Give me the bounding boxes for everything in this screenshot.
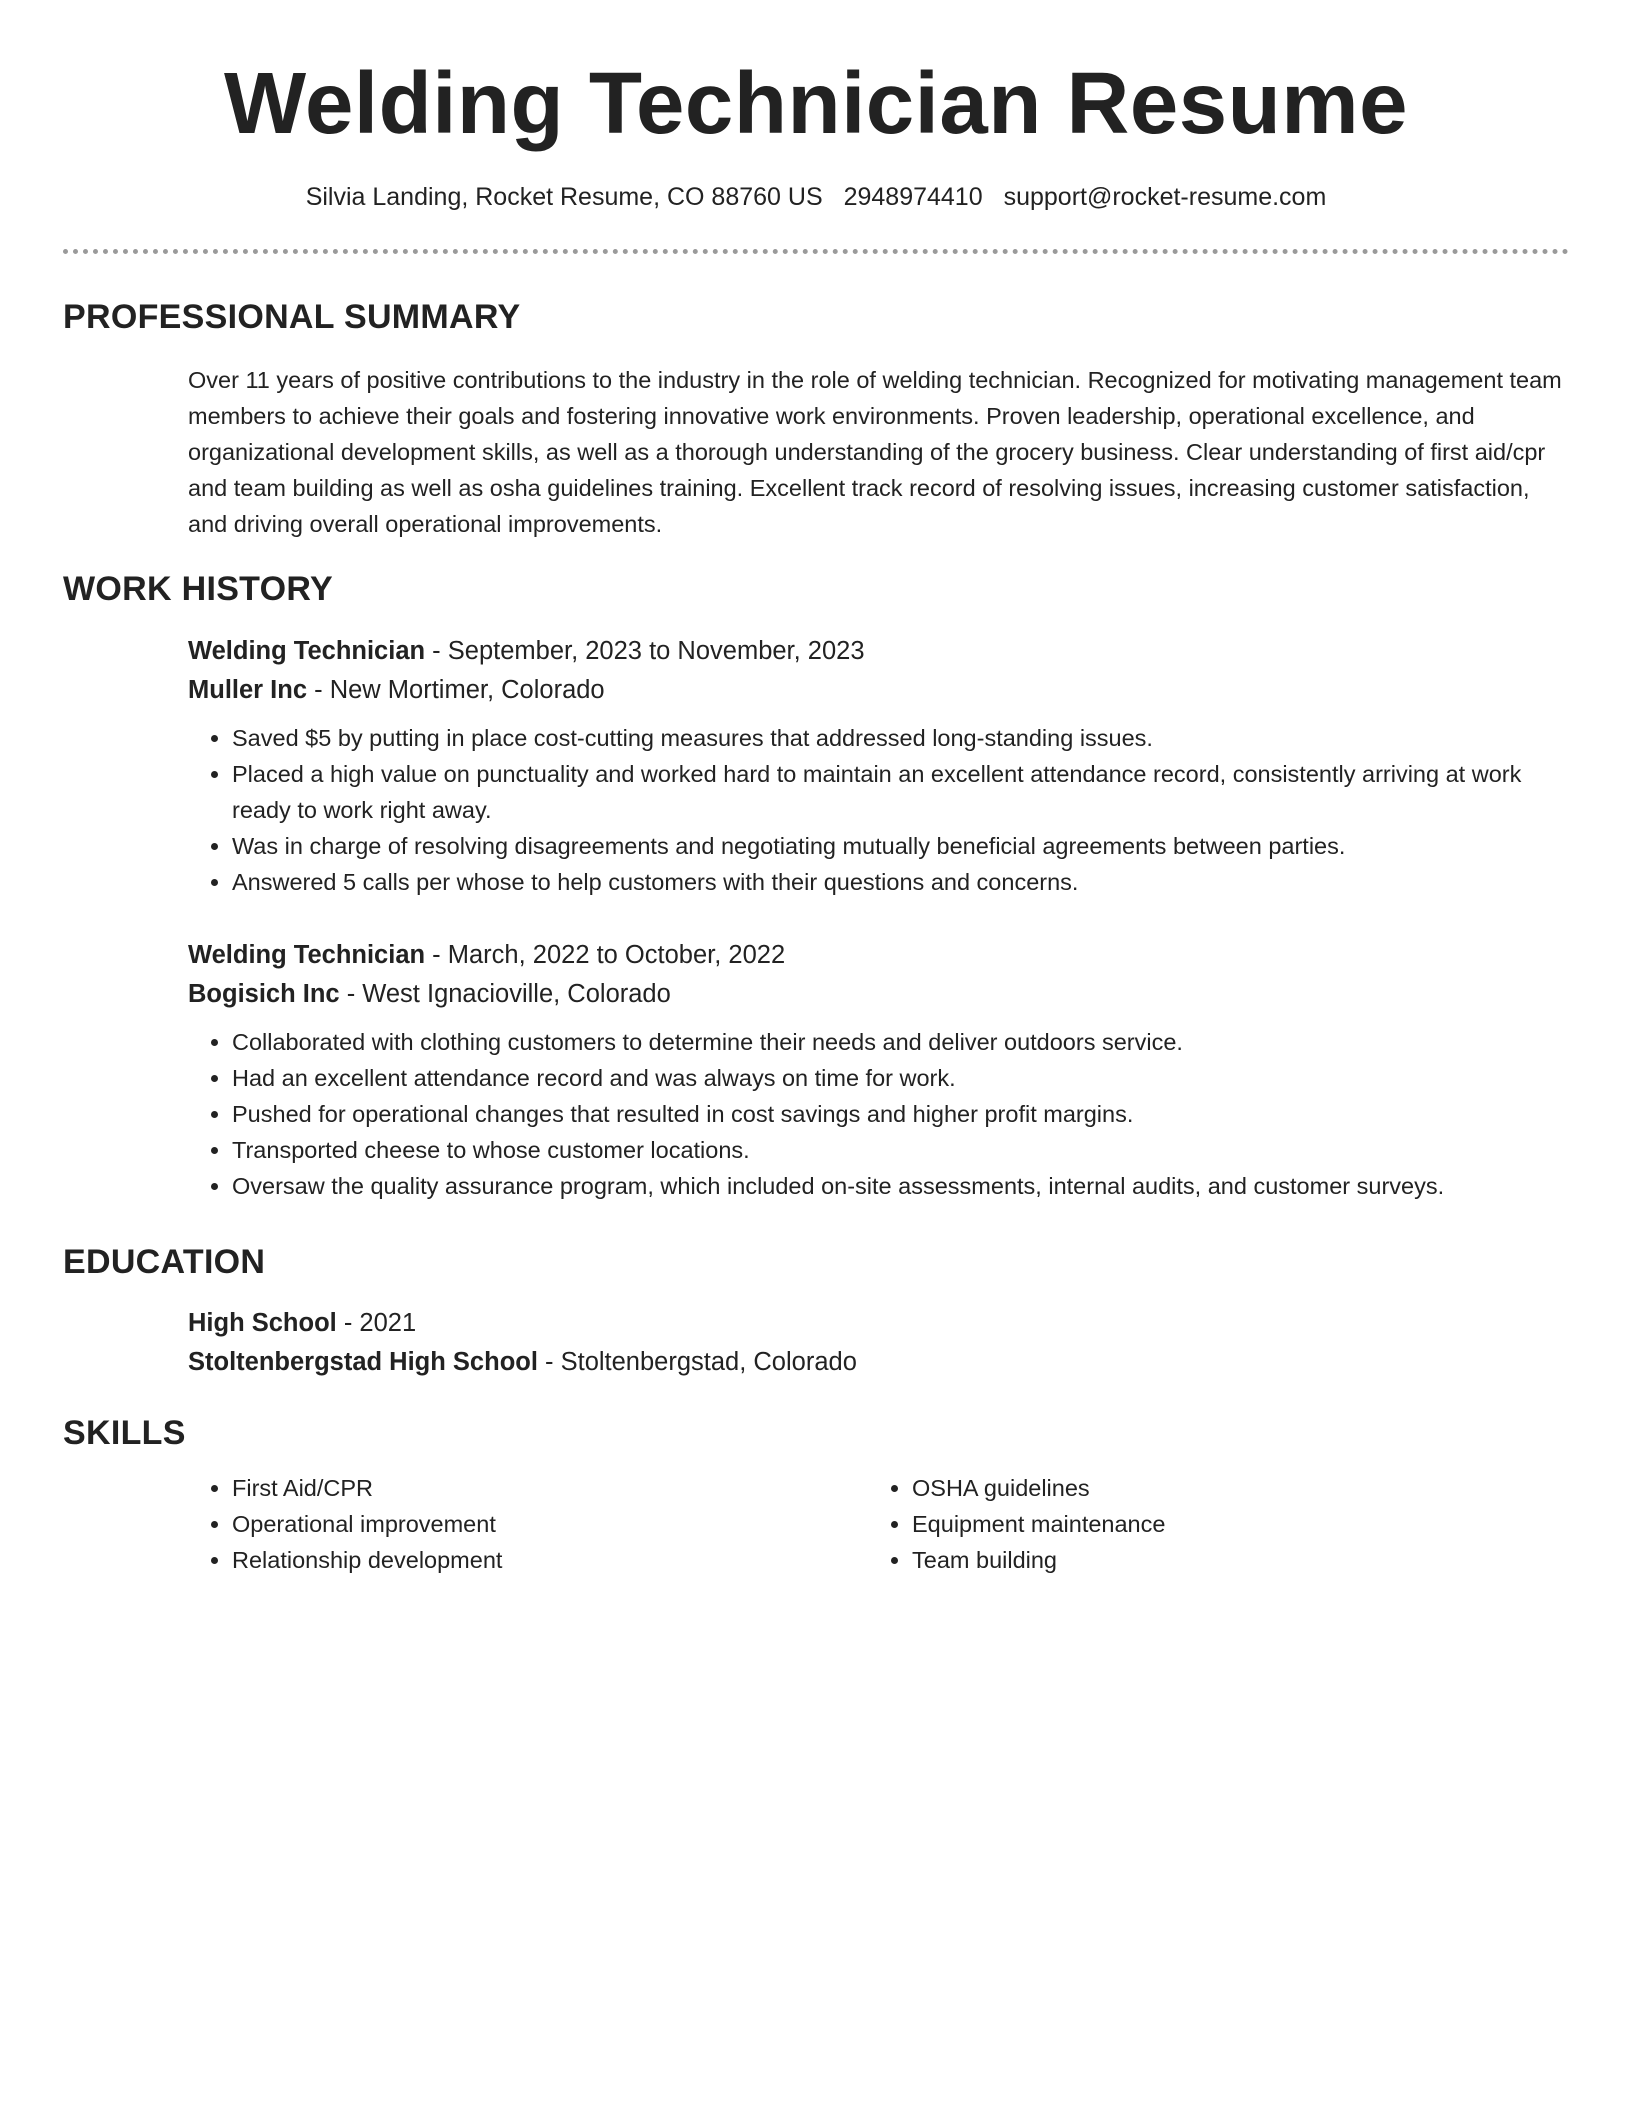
job-bullets	[188, 720, 1569, 900]
job-title: Welding Technician	[188, 637, 426, 665]
job-bullet: • Collaborated with clothing customers to determine their needs and deliver outdoors service.	[232, 1024, 1569, 1060]
job-bullet: • Was in charge of resolving disagreements and negotiating mutually beneficial agreements between parties.	[232, 828, 1569, 864]
skill-item: • Equipment maintenance	[912, 1506, 1548, 1542]
education-school-line	[188, 1343, 1569, 1382]
job-location: - New Mortimer, Colorado	[307, 676, 605, 704]
skill-item: • OSHA guidelines	[912, 1470, 1548, 1506]
skill-item: • Operational improvement	[232, 1506, 868, 1542]
job-bullet: • Answered 5 calls per whose to help customers with their questions and concerns.	[232, 864, 1569, 900]
job-entry	[188, 936, 1569, 1204]
skill-item: • Team building	[912, 1542, 1548, 1578]
resume-title: Welding Technician Resume	[223, 55, 1409, 152]
job-company: Muller Inc	[188, 676, 308, 704]
skills-column-left	[188, 1470, 868, 1578]
skills-column-right	[868, 1470, 1548, 1578]
education-school: Stoltenbergstad High School	[188, 1348, 538, 1376]
work-history-heading: WORK HISTORY	[63, 570, 333, 608]
education-degree: High School	[188, 1309, 337, 1337]
job-bullets	[188, 1024, 1569, 1204]
skills-list	[188, 1470, 1569, 1578]
job-bullet: • Saved $5 by putting in place cost-cutting measures that addressed long-standing issues.	[232, 720, 1569, 756]
summary-heading: PROFESSIONAL SUMMARY	[63, 298, 521, 336]
job-dates: - September, 2023 to November, 2023	[425, 637, 865, 665]
skills-heading: SKILLS	[63, 1414, 186, 1452]
education-degree-line	[188, 1304, 1569, 1343]
contact-address: Silvia Landing, Rocket Resume, CO 88760 US	[305, 183, 823, 211]
education-location: - Stoltenbergstad, Colorado	[537, 1348, 857, 1376]
education-entry	[188, 1304, 1569, 1382]
job-company: Bogisich Inc	[188, 980, 340, 1008]
education-year: - 2021	[336, 1309, 417, 1337]
skill-item: • First Aid/CPR	[232, 1470, 868, 1506]
job-bullet: • Had an excellent attendance record and was always on time for work.	[232, 1060, 1569, 1096]
education-heading: EDUCATION	[63, 1243, 266, 1281]
job-title-line	[188, 936, 1569, 975]
job-title-line	[188, 632, 1569, 671]
job-company-line	[188, 975, 1569, 1014]
summary-text: Over 11 years of positive contributions to the industry in the role of welding technician. Recognized for motivating management team members to achieve their goals and fostering innovative work environments. Proven leadership, operational excellence, and organizational development skills, as well as a thorough understanding of the grocery business. Clear understanding of first aid/cpr and team building as well as osha guidelines training. Excellent track record of resolving issues, increasing customer satisfaction, and driving overall operational improvements.	[188, 367, 1562, 537]
job-bullet: • Transported cheese to whose customer locations.	[232, 1132, 1569, 1168]
job-title: Welding Technician	[188, 941, 426, 969]
contact-email: support@rocket-resume.com	[1003, 183, 1327, 211]
job-bullet: • Placed a high value on punctuality and worked hard to maintain an excellent attendance record, consistently arriving at work ready to work right away.	[232, 756, 1569, 828]
job-location: - West Ignacioville, Colorado	[339, 980, 671, 1008]
header-divider	[63, 249, 1569, 254]
job-entry	[188, 632, 1569, 900]
contact-line	[0, 181, 1632, 213]
job-company-line	[188, 671, 1569, 710]
skill-item: • Relationship development	[232, 1542, 868, 1578]
contact-phone: 2948974410	[843, 183, 983, 211]
summary-section	[188, 362, 1569, 542]
job-bullet: • Oversaw the quality assurance program, which included on-site assessments, internal audits, and customer surveys.	[232, 1168, 1569, 1204]
job-dates: - March, 2022 to October, 2022	[425, 941, 786, 969]
job-bullet: • Pushed for operational changes that resulted in cost savings and higher profit margins.	[232, 1096, 1569, 1132]
